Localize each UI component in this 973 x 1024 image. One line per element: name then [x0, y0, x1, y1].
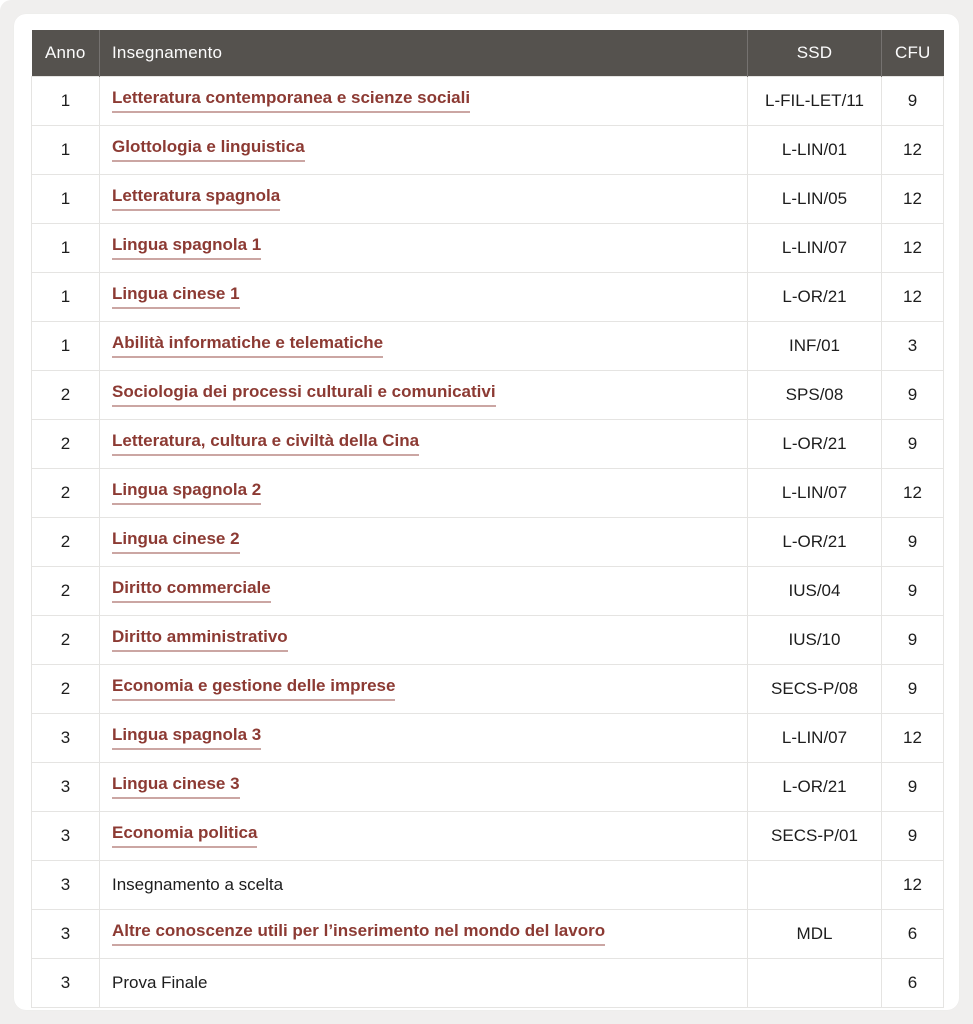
cell-cfu: 9 [882, 615, 944, 664]
cell-anno: 1 [32, 174, 100, 223]
cell-ssd: L-OR/21 [748, 762, 882, 811]
column-header-insegnamento: Insegnamento [100, 30, 748, 76]
course-link[interactable]: Lingua cinese 1 [112, 284, 240, 309]
cell-cfu: 9 [882, 811, 944, 860]
cell-ssd [748, 958, 882, 1007]
table-row [32, 713, 944, 762]
cell-cfu: 9 [882, 419, 944, 468]
cell-anno: 1 [32, 125, 100, 174]
table-row [32, 958, 944, 1007]
cell-ssd: L-LIN/07 [748, 713, 882, 762]
column-header-ssd: SSD [748, 30, 882, 76]
cell-insegnamento [100, 860, 748, 909]
cell-cfu: 6 [882, 958, 944, 1007]
cell-ssd: L-LIN/01 [748, 125, 882, 174]
cell-cfu: 9 [882, 370, 944, 419]
cell-anno: 2 [32, 517, 100, 566]
course-label: Prova Finale [112, 972, 208, 992]
cell-ssd: IUS/04 [748, 566, 882, 615]
course-link[interactable]: Letteratura spagnola [112, 186, 280, 211]
table-row [32, 468, 944, 517]
cell-cfu: 12 [882, 174, 944, 223]
table-row [32, 811, 944, 860]
cell-insegnamento [100, 713, 748, 762]
cell-insegnamento [100, 272, 748, 321]
course-link[interactable]: Glottologia e linguistica [112, 137, 305, 162]
cell-ssd: L-OR/21 [748, 517, 882, 566]
table-row [32, 223, 944, 272]
cell-cfu: 3 [882, 321, 944, 370]
cell-ssd: L-LIN/07 [748, 468, 882, 517]
cell-insegnamento [100, 909, 748, 958]
column-header-cfu: CFU [882, 30, 944, 76]
table-row [32, 566, 944, 615]
cell-ssd: IUS/10 [748, 615, 882, 664]
table-row [32, 615, 944, 664]
table-header-row [32, 30, 944, 76]
course-label: Insegnamento a scelta [112, 874, 284, 894]
cell-ssd: MDL [748, 909, 882, 958]
cell-insegnamento [100, 370, 748, 419]
cell-ssd: L-LIN/07 [748, 223, 882, 272]
course-link[interactable]: Abilità informatiche e telematiche [112, 333, 383, 358]
cell-insegnamento [100, 223, 748, 272]
table-row [32, 272, 944, 321]
cell-anno: 2 [32, 664, 100, 713]
cell-ssd: INF/01 [748, 321, 882, 370]
cell-anno: 1 [32, 321, 100, 370]
course-link[interactable]: Letteratura, cultura e civiltà della Cina [112, 431, 419, 456]
curriculum-table [31, 30, 944, 1008]
cell-anno: 1 [32, 272, 100, 321]
cell-cfu: 12 [882, 713, 944, 762]
table-row [32, 517, 944, 566]
cell-cfu: 9 [882, 517, 944, 566]
cell-insegnamento [100, 566, 748, 615]
cell-insegnamento [100, 125, 748, 174]
cell-cfu: 9 [882, 76, 944, 125]
cell-ssd: L-OR/21 [748, 419, 882, 468]
column-header-anno: Anno [32, 30, 100, 76]
cell-insegnamento [100, 811, 748, 860]
table-row [32, 174, 944, 223]
cell-ssd: SPS/08 [748, 370, 882, 419]
cell-ssd [748, 860, 882, 909]
cell-anno: 3 [32, 762, 100, 811]
cell-insegnamento [100, 664, 748, 713]
cell-insegnamento [100, 174, 748, 223]
course-table-body [32, 76, 944, 1007]
cell-insegnamento [100, 321, 748, 370]
table-row [32, 762, 944, 811]
course-link[interactable]: Lingua cinese 3 [112, 774, 240, 799]
cell-anno: 2 [32, 370, 100, 419]
cell-ssd: L-FIL-LET/11 [748, 76, 882, 125]
table-row [32, 860, 944, 909]
cell-cfu: 9 [882, 566, 944, 615]
cell-insegnamento [100, 517, 748, 566]
cell-insegnamento [100, 615, 748, 664]
table-row [32, 76, 944, 125]
course-link[interactable]: Lingua spagnola 1 [112, 235, 261, 260]
cell-anno: 1 [32, 76, 100, 125]
table-row [32, 125, 944, 174]
cell-cfu: 6 [882, 909, 944, 958]
cell-cfu: 12 [882, 223, 944, 272]
cell-cfu: 12 [882, 272, 944, 321]
table-row [32, 419, 944, 468]
cell-cfu: 12 [882, 860, 944, 909]
course-link[interactable]: Lingua spagnola 2 [112, 480, 261, 505]
course-link[interactable]: Economia politica [112, 823, 257, 848]
cell-anno: 2 [32, 468, 100, 517]
cell-anno: 3 [32, 713, 100, 762]
table-header [32, 30, 944, 76]
table-row [32, 664, 944, 713]
cell-anno: 3 [32, 958, 100, 1007]
cell-anno: 3 [32, 860, 100, 909]
cell-cfu: 9 [882, 664, 944, 713]
cell-anno: 2 [32, 419, 100, 468]
course-link[interactable]: Lingua spagnola 3 [112, 725, 261, 750]
cell-insegnamento [100, 958, 748, 1007]
cell-insegnamento [100, 762, 748, 811]
cell-insegnamento [100, 468, 748, 517]
cell-cfu: 12 [882, 468, 944, 517]
course-link[interactable]: Economia e gestione delle imprese [112, 676, 395, 701]
cell-ssd: L-LIN/05 [748, 174, 882, 223]
course-link[interactable]: Diritto commerciale [112, 578, 271, 603]
cell-cfu: 12 [882, 125, 944, 174]
table-row [32, 909, 944, 958]
course-link[interactable]: Diritto amministrativo [112, 627, 288, 652]
course-link[interactable]: Lingua cinese 2 [112, 529, 240, 554]
course-link[interactable]: Sociologia dei processi culturali e comunicativi [112, 382, 496, 407]
course-link[interactable]: Letteratura contemporanea e scienze sociali [112, 88, 470, 113]
cell-ssd: L-OR/21 [748, 272, 882, 321]
curriculum-card [14, 14, 959, 1010]
cell-anno: 2 [32, 566, 100, 615]
cell-anno: 1 [32, 223, 100, 272]
table-row [32, 370, 944, 419]
cell-cfu: 9 [882, 762, 944, 811]
cell-insegnamento [100, 76, 748, 125]
cell-insegnamento [100, 419, 748, 468]
cell-ssd: SECS-P/08 [748, 664, 882, 713]
course-link[interactable]: Altre conoscenze utili per l’inserimento nel mondo del lavoro [112, 921, 605, 946]
cell-anno: 2 [32, 615, 100, 664]
cell-anno: 3 [32, 811, 100, 860]
cell-ssd: SECS-P/01 [748, 811, 882, 860]
table-row [32, 321, 944, 370]
cell-anno: 3 [32, 909, 100, 958]
